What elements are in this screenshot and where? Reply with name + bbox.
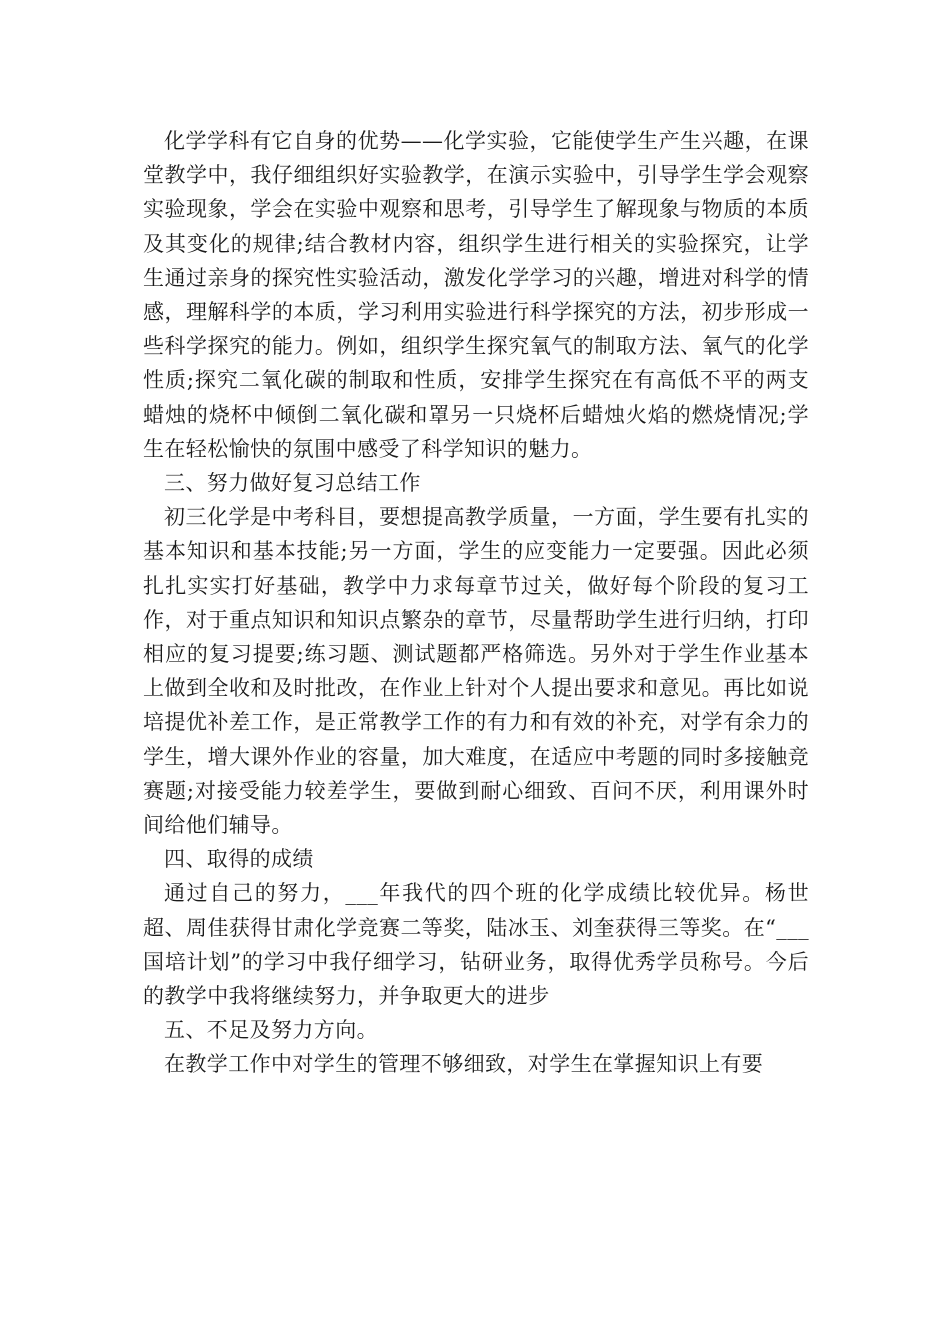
paragraph-achievements: 通过自己的努力，___年我代的四个班的化学成绩比较优异。杨世超、周佳获得甘肃化学竞赛二等奖，陆冰玉、刘奎获得三等奖。在“___国培计划”的学习中我仔细学习，钻研业务，取得优秀学员称号。今后的教学中我将继续努力，并争取更大的进步 (143, 881, 809, 1009)
section-heading-achievements: 四、取得的成绩 (164, 847, 314, 872)
section-heading-shortcomings: 五、不足及努力方向。 (164, 1018, 378, 1043)
paragraph-review-work: 初三化学是中考科目，要想提高教学质量，一方面，学生要有扎实的基本知识和基本技能;另一方面，学生的应变能力一定要强。因此必须扎扎实实打好基础，教学中力求每章节过关，做好每个阶段的复习工作，对于重点知识和知识点繁杂的章节，尽量帮助学生进行归纳，打印相应的复习提要;练习题、测试题都严格筛选。另外对于学生作业基本上做到全收和及时批改，在作业上针对个人提出要求和意见。再比如说培提优补差工作，是正常教学工作的有力和有效的补充，对学有余力的学生，增大课外作业的容量，加大难度，在适应中考题的同时多接触竞赛题;对接受能力较差学生，要做到耐心细致、百问不厌，利用课外时间给他们辅导。 (143, 505, 809, 838)
paragraph-shortcomings: 在教学工作中对学生的管理不够细致，对学生在掌握知识上有要 (164, 1052, 764, 1077)
section-heading-review: 三、努力做好复习总结工作 (164, 471, 421, 496)
document-body (143, 124, 809, 1082)
paragraph-experiment-teaching: 化学学科有它自身的优势——化学实验，它能使学生产生兴趣，在课堂教学中，我仔细组织好实验教学，在演示实验中，引导学生学会观察实验现象，学会在实验中观察和思考，引导学生了解现象与物质的本质及其变化的规律;结合教材内容，组织学生进行相关的实验探究，让学生通过亲身的探究性实验活动，激发化学学习的兴趣，增进对科学的情感，理解科学的本质，学习利用实验进行科学探究的方法，初步形成一些科学探究的能力。例如，组织学生探究氧气的制取方法、氧气的化学性质;探究二氧化碳的制取和性质，安排学生探究在有高低不平的两支蜡烛的烧杯中倾倒二氧化碳和罩另一只烧杯后蜡烛火焰的燃烧情况;学生在轻松愉快的氛围中感受了科学知识的魅力。 (143, 129, 809, 461)
